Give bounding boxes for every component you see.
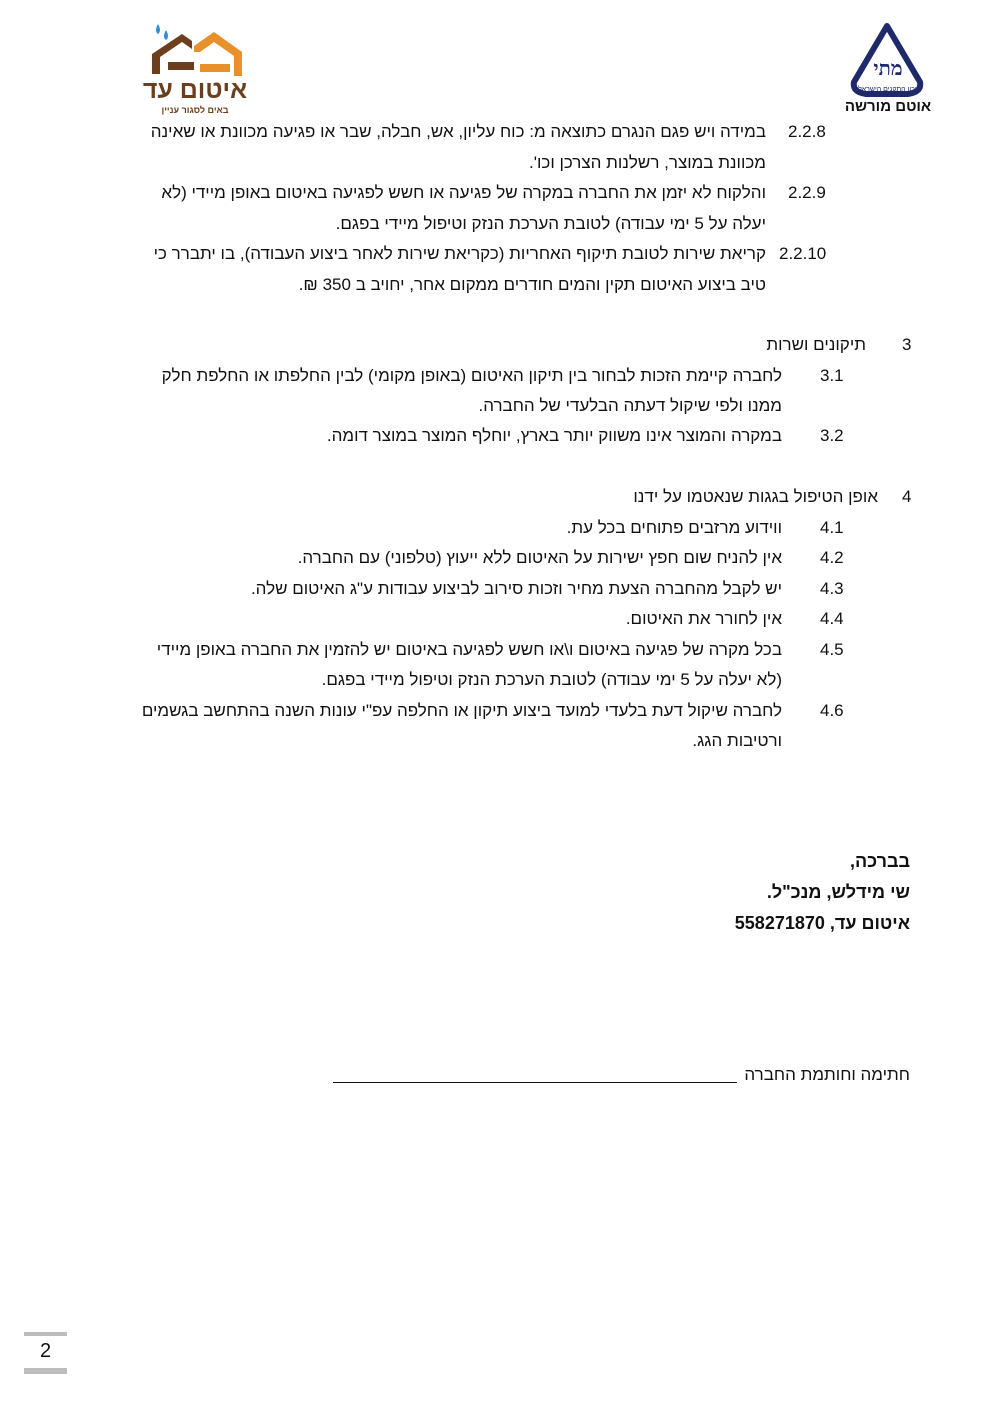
signature-name: שי מידלש, מנכ"ל.	[766, 882, 910, 902]
standards-logo-text: מתי	[873, 56, 903, 80]
signature-company: איטום עד, 558271870	[734, 913, 910, 933]
section-number: 4	[902, 487, 912, 506]
item-text-line: קריאת שירות לטובת תיקוף האחריות (כקריאת שירות לאחר ביצוע העבודה), בו יתברר כי	[153, 244, 766, 263]
section-title: תיקונים ושרות	[766, 335, 866, 354]
item-text-line: ממנו ולפי שיקול דעתה הבלעדי של החברה.	[478, 396, 782, 415]
item-number: 3.2	[820, 426, 844, 445]
item-text-line: טיב ביצוע האיטום תקין והמים חודרים ממקום אחר, יחויב ב 350 ₪.	[298, 275, 766, 294]
item-text-line: מכוונת במוצר, רשלנות הצרכן וכו'.	[529, 153, 766, 172]
section-number: 3	[902, 335, 912, 354]
item-number: 4.5	[820, 640, 844, 659]
item-number: 2.2.10	[779, 244, 827, 263]
item-number: 4.2	[820, 548, 844, 567]
item-text-line: במקרה והמוצר אינו משווק יותר בארץ, יוחלף המוצר במוצר דומה.	[326, 426, 782, 445]
item-text-line: אין לחורר את האיטום.	[625, 609, 782, 628]
page-number-bar-top	[24, 1332, 67, 1336]
item-number: 2.2.9	[788, 183, 826, 202]
item-number: 4.1	[820, 518, 844, 537]
item-text-line: לחברה קיימת הזכות לבחור בין תיקון האיטום (באופן מקומי) לבין החלפתו או החלפת חלק	[161, 366, 782, 385]
item-text-line: בכל מקרה של פגיעה באיטום ו\או חשש לפגיעה באיטום יש להזמין את החברה באופן מיידי	[156, 640, 782, 659]
item-number: 4.6	[820, 701, 844, 720]
item-text-line: (לא יעלה על 5 ימי עבודה) לטובת הערכת הנזק וטיפול מיידי בפגם.	[321, 670, 782, 689]
section-title: אופן הטיפול בגגות שנאטמו על ידנו	[633, 487, 878, 506]
page-number: 2	[39, 1340, 52, 1362]
signature-greeting: בברכה,	[849, 851, 910, 871]
item-number: 4.3	[820, 579, 844, 598]
sign-label: חתימה וחותמת החברה	[744, 1065, 910, 1084]
item-text-line: ורטיבות הגג.	[692, 731, 782, 750]
logo-slogan: באים לסגור עניין	[161, 105, 229, 115]
page-number-box	[24, 1332, 67, 1374]
page-number-bar-bottom	[24, 1368, 67, 1374]
item-text-line: יעלה על 5 ימי עבודה) לטובת הערכת הנזק וטיפול מיידי בפגם.	[335, 214, 766, 233]
item-text-line: יש לקבל מהחברה הצעת מחיר וזכות סירוב לביצוע עבודות ע"ג האיטום שלה.	[250, 579, 782, 598]
item-number: 2.2.8	[788, 122, 826, 141]
standards-logo-caption: אוטם מורשה	[844, 98, 932, 115]
logo-brand-text: איטום עד	[142, 76, 248, 104]
item-number: 4.4	[820, 609, 844, 628]
item-text-line: ווידוע מרזבים פתוחים בכל עת.	[566, 518, 782, 537]
standards-logo-subtitle: מכון התקנים הישראלי	[856, 86, 920, 93]
item-text-line: אין להניח שום חפץ ישירות על האיטום ללא ייעוץ (טלפוני) עם החברה.	[297, 548, 782, 567]
item-text-line: לחברה שיקול דעת בלעדי למועד ביצוע תיקון או החלפה עפ"י עונות השנה בהתחשב בגשמים	[141, 701, 782, 720]
signature-line	[333, 1082, 737, 1083]
item-text-line: במידה ויש פגם הנגרם כתוצאה מ: כוח עליון, אש, חבלה, שבר או פגיעה מכוונת או שאינה	[150, 122, 766, 141]
item-number: 3.1	[820, 366, 844, 385]
item-text-line: והלקוח לא יזמן את החברה במקרה של פגיעה או חשש לפגיעה באיטום באופן מיידי (לא	[161, 183, 766, 202]
